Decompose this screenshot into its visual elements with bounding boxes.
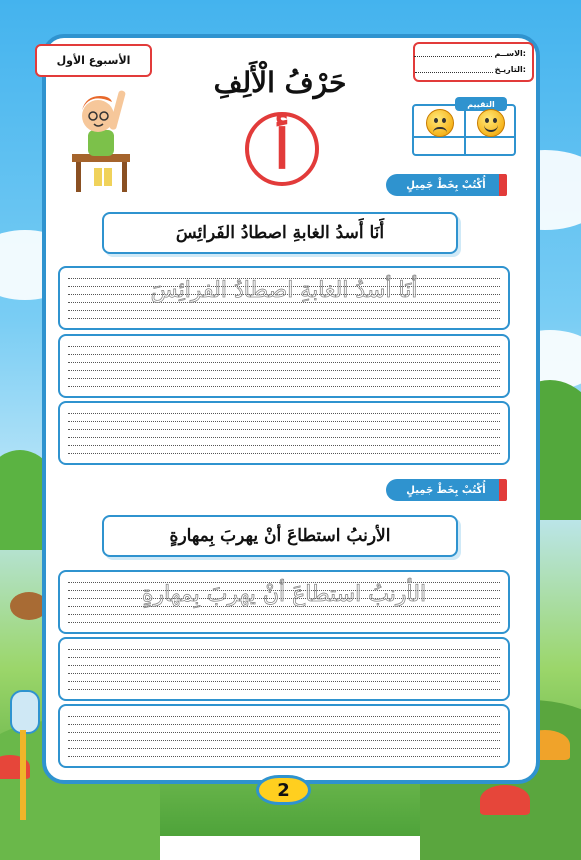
name-label: الاســم: (494, 49, 526, 58)
mushroom (480, 785, 530, 815)
tracing-lines-box[interactable] (58, 266, 510, 330)
tracing-lines-box[interactable] (58, 570, 510, 634)
signpost-pole (20, 730, 26, 820)
model-sentence: أَنَا أَسدُ الغابةِ اصطادُ الفَرائِسَ (102, 212, 458, 254)
writing-lines-box[interactable] (58, 704, 510, 768)
write-instruction-badge: أُكْتُبْ بِخَطْ جَمِيلٍ (386, 174, 506, 196)
date-field[interactable] (415, 65, 526, 74)
trace-sentence: أنَا أسدُ الغابةِ اصطادُ الفرائِسَ (150, 278, 418, 303)
model-sentence: الأرنبُ استطاعَ أنْ يهربَ بِمهارةٍ (102, 515, 458, 557)
happy-face-icon[interactable] (477, 109, 505, 137)
writing-lines-box[interactable] (58, 401, 510, 465)
writing-lines-box[interactable] (58, 334, 510, 398)
trace-sentence: الأرنبُ استطاعَ أنْ يهربَ بِمهارةٍ (141, 582, 427, 607)
letter-badge: أ (245, 112, 319, 186)
divider (464, 106, 466, 154)
page-number: 2 (256, 775, 311, 805)
signpost-icon (10, 690, 40, 734)
date-label: التاريـخ: (494, 65, 526, 74)
evaluation-box (412, 99, 516, 156)
writing-lines-box[interactable] (58, 637, 510, 701)
evaluation-label: التقييم (455, 97, 507, 111)
week-label: الأسبوع الأول (35, 44, 152, 77)
write-instruction-badge: أُكْتُبْ بِخَطْ جَمِيلٍ (386, 479, 506, 501)
name-field[interactable] (414, 49, 526, 58)
sad-face-icon[interactable] (426, 109, 454, 137)
student-illustration (50, 84, 146, 194)
student-info-box (413, 42, 534, 82)
divider (414, 136, 514, 138)
date-dotted-line (415, 66, 493, 73)
name-dotted-line (414, 50, 492, 57)
page-title: حَرْفُ الْأَلِفِ (213, 66, 347, 99)
